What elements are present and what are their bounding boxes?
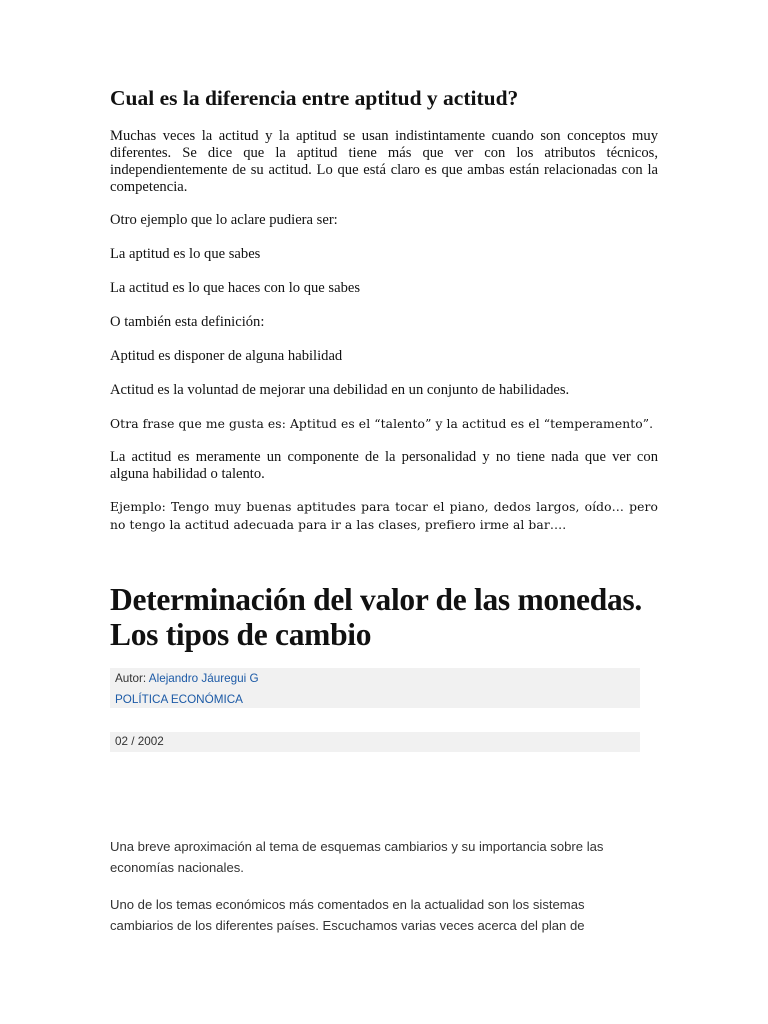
article1-paragraph-6: Aptitud es disponer de alguna habilidad [110, 348, 343, 364]
author-link[interactable]: Alejandro Jáuregui G [148, 672, 259, 685]
article1-paragraph-5: O también esta definición: [110, 314, 265, 330]
article1-paragraph-8: Otra frase que me gusta es: Aptitud es el “talento” y la actitud es el “temperamento”. [110, 417, 654, 431]
article2-paragraph-2: Uno de los temas económicos más comentados en la actualidad son los sistemas cambiarios de los diferentes países. Escuchamos varias veces acerca del plan de [110, 897, 585, 933]
article1-paragraph-1: Muchas veces la actitud y la aptitud se usan indistintamente cuando son conceptos muy diferentes. Se dice que la aptitud tiene más que ver con los atributos técnicos, independientemente de su actitud. Lo que está claro es que ambas están relacionadas con la competencia. [110, 128, 658, 195]
category-row [115, 689, 635, 710]
category-link[interactable]: POLÍTICA ECONÓMICA [115, 693, 243, 706]
article1-title: Cual es la diferencia entre aptitud y actitud? [110, 86, 519, 110]
article2-paragraph-1: Una breve aproximación al tema de esquemas cambiarios y su importancia sobre las economías nacionales. [110, 839, 604, 875]
article1-paragraph-4: La actitud es lo que haces con lo que sabes [110, 280, 361, 296]
article1-paragraph-3: La aptitud es lo que sabes [110, 246, 261, 262]
article1-paragraph-10: Ejemplo: Tengo muy buenas aptitudes para tocar el piano, dedos largos, oído… pero no tengo la actitud adecuada para ir a las clases, prefiero irme al bar…. [110, 500, 658, 532]
article1-paragraph-2: Otro ejemplo que lo aclare pudiera ser: [110, 212, 338, 228]
date-box [110, 732, 640, 752]
author-row [115, 668, 635, 689]
article1-paragraph-9: La actitud es meramente un componente de la personalidad y no tiene nada que ver con alguna habilidad o talento. [110, 449, 658, 482]
article-meta-box [110, 668, 640, 708]
article1-paragraph-7: Actitud es la voluntad de mejorar una debilidad en un conjunto de habilidades. [110, 382, 570, 398]
date-text: 02 / 2002 [115, 735, 164, 748]
author-label: Autor: [115, 672, 147, 685]
article2-title: Determinación del valor de las monedas. Los tipos de cambio [110, 582, 642, 652]
